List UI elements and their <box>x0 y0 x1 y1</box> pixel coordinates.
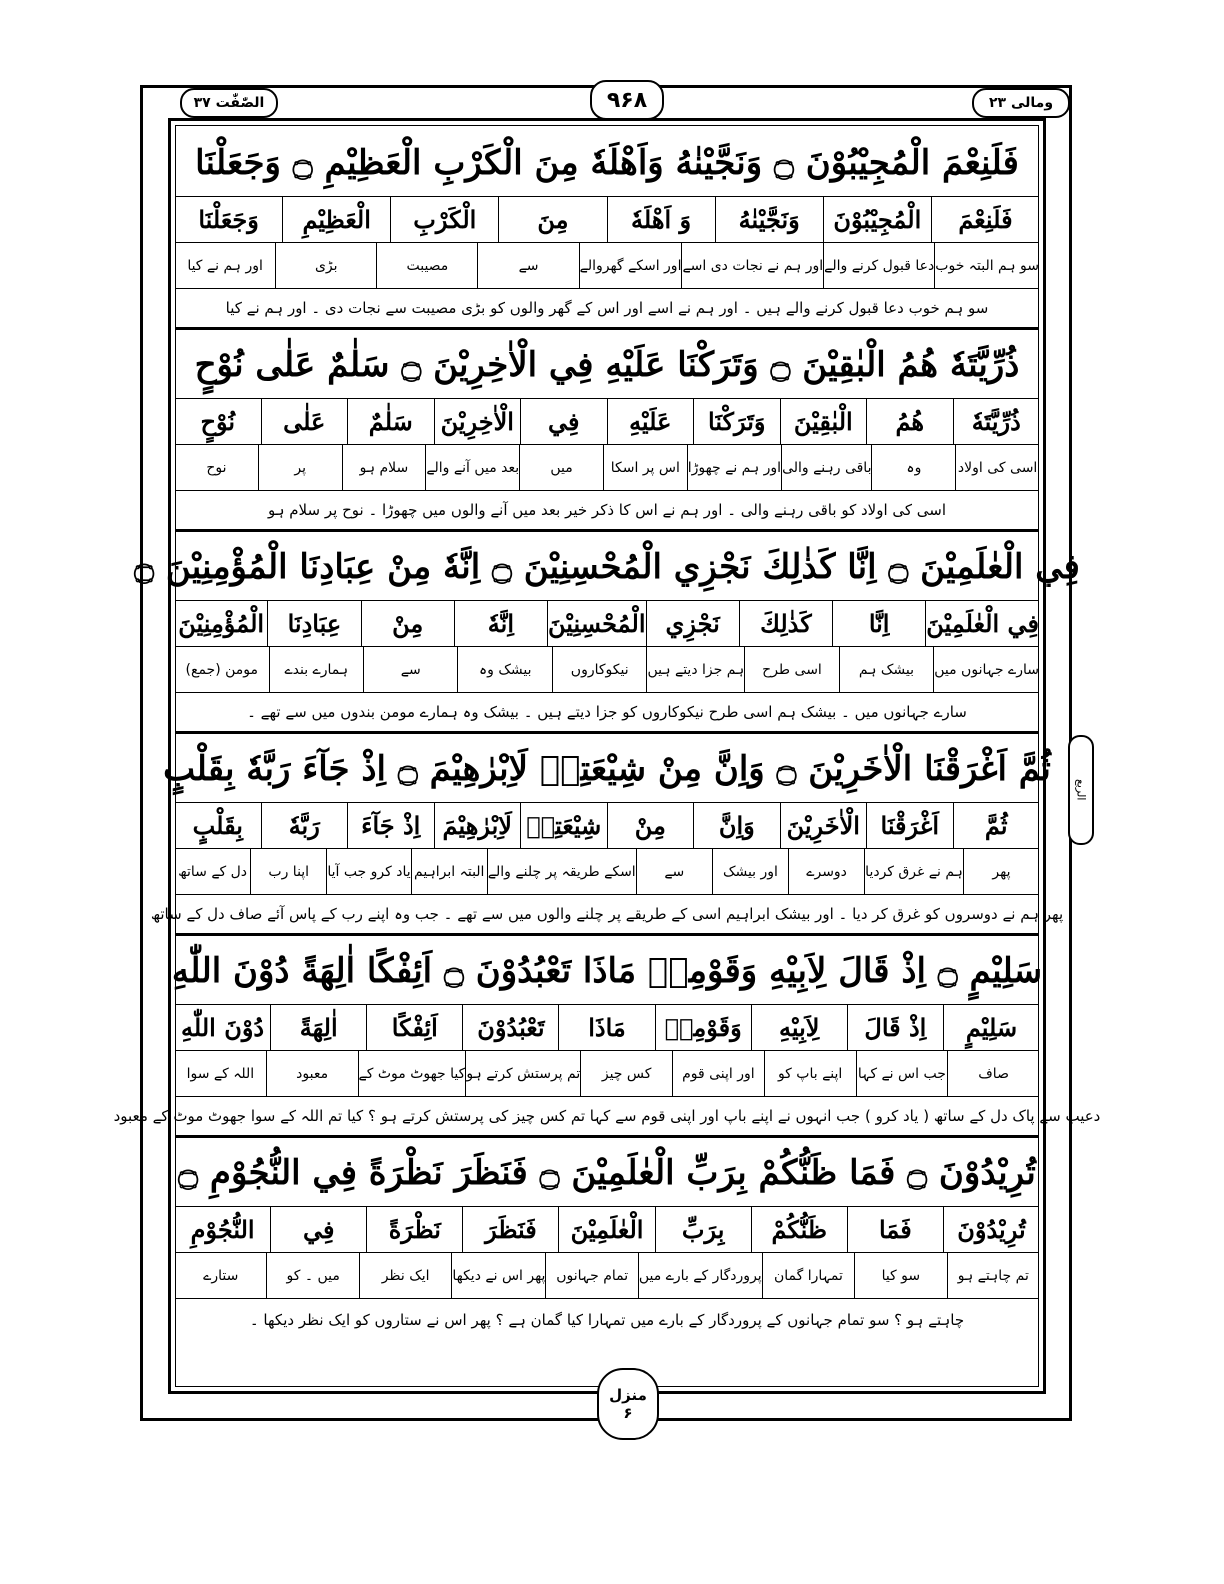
translation-line: پھر ہم نے دوسروں کو غرق کر دیا ۔ اور بیشک ابراہیم اسی کے طریقے پر چلنے والوں میں سے تھے ۔ جب وہ اپنے رب کے پاس آئے صاف دل کے ساتھ <box>175 894 1039 936</box>
verse-block <box>113 936 1101 1138</box>
meaning-cell: جب اس نے کہا <box>856 1051 948 1096</box>
meaning-cell: سارے جہانوں میں <box>933 647 1039 692</box>
word-row <box>175 1004 1039 1050</box>
meaning-cell: دوسرے <box>788 849 864 894</box>
meaning-cell: صاف <box>947 1051 1039 1096</box>
translation-line: چاہتے ہو ؟ سو تمام جہانوں کے پروردگار کے بارے میں تمہارا کیا گمان ہے ؟ پھر اس نے ستاروں کو ایک نظر دیکھا ۔ <box>175 1298 1039 1340</box>
translation-line: سو ہم خوب دعا قبول کرنے والے ہیں ۔ اور ہم نے اسے اور اس کے گھر والوں کو بڑی مصیبت سے نجات دی ۔ اور ہم نے کیا <box>175 288 1039 330</box>
word-cell: تُرِيْدُوْنَ <box>943 1207 1039 1252</box>
word-cell: وَجَعَلْنَا <box>198 205 259 234</box>
word-cell: مَاذَا <box>558 1005 654 1050</box>
word-cell: لِاَبِيْهِ <box>751 1005 847 1050</box>
word-cell: فَنَظَرَ <box>462 1207 558 1252</box>
manzil-label: منزل <box>609 1386 647 1404</box>
meaning-cell: اور اسکے گھروالے <box>579 243 682 288</box>
word-cell: مِنْ <box>361 601 454 646</box>
word-cell: رَبَّهٗ <box>261 803 348 848</box>
meaning-cell: بعد میں آنے والے <box>425 445 519 490</box>
meaning-cell: اور ہم نے کیا <box>187 257 263 274</box>
meaning-cell: اسکے طریقہ پر چلنے والے <box>487 849 636 894</box>
word-cell: فَمَا <box>847 1207 943 1252</box>
word-cell: ذُرِّيَّتَهٗ <box>953 399 1040 444</box>
para-label: ومالی ۲۳ <box>972 88 1070 118</box>
word-cell: الْكَرْبِ <box>390 197 498 242</box>
word-cell: الْعَظِيْمِ <box>282 197 390 242</box>
ayah-text: ثُمَّ اَغْرَقْنَا الْاٰخَرِيْنَ ۝ وَاِنَّ مِنْ شِيْعَتِهٖ لَاِبْرٰهِيْمَ ۝ اِذْ جَآءَ رَبَّهٗ بِقَلْبٍ <box>163 748 1051 789</box>
verse-block <box>175 330 1039 532</box>
word-cell: لَاِبْرٰهِيْمَ <box>434 803 521 848</box>
word-cell: اِذْ قَالَ <box>847 1005 943 1050</box>
meaning-cell: اور ہم نے چھوڑا <box>687 445 781 490</box>
word-cell: بِرَبِّ <box>655 1207 751 1252</box>
meaning-cell: نوح <box>206 459 227 476</box>
meaning-cell: البتہ ابراہیم <box>411 849 487 894</box>
meaning-cell: اسی کی اولاد <box>955 445 1039 490</box>
meaning-cell: معبود <box>266 1051 358 1096</box>
meaning-cell: اسی طرح <box>744 647 838 692</box>
meaning-cell: بیشک ہم <box>839 647 933 692</box>
meaning-row <box>175 242 1039 288</box>
meaning-cell: باقی رہنے والی <box>781 445 871 490</box>
meaning-cell: نیکوکاروں <box>552 647 646 692</box>
word-cell: اِذْ جَآءَ <box>347 803 434 848</box>
meaning-cell: تم چاہتے ہو <box>947 1253 1039 1298</box>
meaning-cell: میں <box>519 445 603 490</box>
meaning-cell: تم پرستش کرتے ہو <box>465 1051 580 1096</box>
surah-label: الصّٰفّٰت ۳۷ <box>180 88 278 118</box>
translation-line: اسی کی اولاد کو باقی رہنے والی ۔ اور ہم نے اس کا ذکر خیر بعد میں آنے والوں میں چھوڑا ۔ نوح پر سلام ہو <box>175 490 1039 532</box>
word-row <box>175 1206 1039 1252</box>
word-cell: اَئِفْكًا <box>366 1005 462 1050</box>
word-cell: وَنَجَّيْنٰهُ <box>715 197 823 242</box>
verse-block <box>175 128 1039 330</box>
word-cell: ثُمَّ <box>953 803 1040 848</box>
word-cell: نَجْزِي <box>646 601 739 646</box>
meaning-cell: اس پر اسکا <box>603 445 687 490</box>
word-cell: اَغْرَقْنَا <box>866 803 953 848</box>
ruku-marker: الربع <box>1068 735 1094 845</box>
meaning-cell: وہ <box>871 445 955 490</box>
word-cell: كَذٰلِكَ <box>739 601 832 646</box>
meaning-cell: ہم جزا دیتے ہیں <box>646 647 744 692</box>
meaning-cell: ستارے <box>203 1267 239 1284</box>
meaning-cell: سے <box>477 243 578 288</box>
word-cell: سَلٰمٌ <box>347 399 434 444</box>
manzil-badge <box>597 1368 659 1440</box>
ayah-text: تُرِيْدُوْنَ ۝ فَمَا ظَنُّكُمْ بِرَبِّ الْعٰلَمِيْنَ ۝ فَنَظَرَ نَظْرَةً فِي النُّجُوْمِ ۝ <box>178 1152 1036 1193</box>
verse-block <box>175 1138 1039 1340</box>
word-cell: تَعْبُدُوْنَ <box>462 1005 558 1050</box>
meaning-cell: تمام جہانوں <box>545 1253 637 1298</box>
word-cell: فِي <box>520 399 607 444</box>
word-row <box>175 600 1039 646</box>
word-cell: وَتَرَكْنَا <box>693 399 780 444</box>
word-cell: فِي <box>270 1207 366 1252</box>
meaning-cell: پر <box>258 445 342 490</box>
meaning-cell: ایک نظر <box>359 1253 451 1298</box>
meaning-cell: میں ۔ کو <box>266 1253 358 1298</box>
word-cell: هُمُ <box>866 399 953 444</box>
word-cell: عَلٰى <box>261 399 348 444</box>
translation-line: سارے جہانوں میں ۔ بیشک ہم اسی طرح نیکوکاروں کو جزا دیتے ہیں ۔ بیشک وہ ہمارے مومن بندوں میں سے تھے ۔ <box>175 692 1039 734</box>
word-cell: وَقَوْمِهٖ <box>655 1005 751 1050</box>
word-cell: اٰلِهَةً <box>270 1005 366 1050</box>
word-cell: اِنَّا <box>832 601 925 646</box>
word-cell: النُّجُوْمِ <box>190 1215 255 1244</box>
page-number: ۹۶۸ <box>590 80 664 120</box>
word-cell: الْاٰخَرِيْنَ <box>780 803 867 848</box>
meaning-cell: کیا جھوٹ موٹ کے <box>358 1051 466 1096</box>
translation-line: دعیب سے پاک دل کے ساتھ ( یاد کرو ) جب انہوں نے اپنے باپ اور اپنی قوم سے کہا تم کس چیز کی پرستش کرتے ہو ؟ کیا تم اللہ کے سوا جھوٹ موٹ کے معبود <box>175 1096 1039 1138</box>
word-cell: دُوْنَ اللّٰهِ <box>181 1013 265 1042</box>
meaning-cell: دل کے ساتھ <box>178 863 248 880</box>
ayah-text: سَلِيْمٍ ۝ اِذْ قَالَ لِاَبِيْهِ وَقَوْمِهٖ مَاذَا تَعْبُدُوْنَ ۝ اَئِفْكًا اٰلِهَةً دُوْنَ اللّٰهِ <box>171 950 1043 991</box>
meaning-cell: ہم نے غرق کردیا <box>864 849 963 894</box>
meaning-cell: سو کیا <box>854 1253 946 1298</box>
word-cell: الْمُؤْمِنِيْنَ <box>178 609 265 638</box>
ayah-text: ذُرِّيَّتَهٗ هُمُ الْبٰقِيْنَ ۝ وَتَرَكْنَا عَلَيْهِ فِي الْاٰخِرِيْنَ ۝ سَلٰمٌ عَلٰى نُوْحٍ <box>194 344 1020 385</box>
word-row <box>175 196 1039 242</box>
meaning-cell: اور ہم نے نجات دی اسے <box>681 243 823 288</box>
meaning-cell: پھر <box>963 849 1039 894</box>
word-cell: عَلَيْهِ <box>607 399 694 444</box>
word-cell: الْعٰلَمِيْنَ <box>558 1207 654 1252</box>
meaning-cell: مومن (جمع) <box>185 661 259 678</box>
word-row <box>175 398 1039 444</box>
word-cell: سَلِيْمٍ <box>943 1005 1039 1050</box>
meaning-cell: سلام ہو <box>342 445 426 490</box>
meaning-cell: بڑی <box>275 243 376 288</box>
word-row <box>175 802 1039 848</box>
verse-block <box>134 532 1080 734</box>
meaning-row <box>175 848 1039 894</box>
meaning-cell: بیشک وہ <box>457 647 551 692</box>
meaning-row <box>175 646 1039 692</box>
word-cell: نَظْرَةً <box>366 1207 462 1252</box>
word-cell: وَاِنَّ <box>693 803 780 848</box>
word-cell: فَلَنِعْمَ <box>931 197 1039 242</box>
word-cell: مِنْ <box>607 803 694 848</box>
meaning-cell: سے <box>363 647 457 692</box>
meaning-cell: تمہارا گمان <box>762 1253 854 1298</box>
meaning-cell: اللہ کے سوا <box>186 1065 255 1082</box>
meaning-row <box>175 444 1039 490</box>
word-cell: اِنَّهٗ <box>454 601 547 646</box>
word-cell: وَ اَهْلَهٗ <box>607 197 715 242</box>
word-cell: الْبٰقِيْنَ <box>780 399 867 444</box>
word-cell: فِي الْعٰلَمِيْنَ <box>925 601 1039 646</box>
word-cell: الْاٰخِرِيْنَ <box>434 399 521 444</box>
manzil-number: ۶ <box>623 1404 633 1422</box>
meaning-cell: پروردگار کے بارے میں <box>638 1253 762 1298</box>
ayah-text: فَلَنِعْمَ الْمُجِيْبُوْنَ ۝ وَنَجَّيْنٰهُ وَاَهْلَهٗ مِنَ الْكَرْبِ الْعَظِيْمِ ۝ وَجَعَلْنَا <box>195 142 1019 183</box>
word-cell: ظَنُّكُمْ <box>751 1207 847 1252</box>
meaning-cell: ہمارے بندے <box>269 647 363 692</box>
word-cell: شِيْعَتِهٖ <box>520 803 607 848</box>
meaning-cell: کس چیز <box>580 1051 672 1096</box>
ayah-text: فِي الْعٰلَمِيْنَ ۝ اِنَّا كَذٰلِكَ نَجْزِي الْمُحْسِنِيْنَ ۝ اِنَّهٗ مِنْ عِبَادِنَا الْمُؤْمِنِيْنَ ۝ <box>134 546 1080 587</box>
meaning-row <box>175 1252 1039 1298</box>
word-cell: الْمُجِيْبُوْنَ <box>823 197 931 242</box>
word-cell: الْمُحْسِنِيْنَ <box>547 601 646 646</box>
meaning-cell: یاد کرو جب آیا <box>326 849 410 894</box>
meaning-cell: سے <box>636 849 712 894</box>
meaning-cell: سو ہم البتہ خوب <box>934 243 1039 288</box>
meaning-cell: اور اپنی قوم <box>672 1051 764 1096</box>
meaning-cell: اور بیشک <box>712 849 788 894</box>
meaning-cell: اپنے باپ کو <box>764 1051 856 1096</box>
meaning-cell: دعا قبول کرنے والے <box>823 243 934 288</box>
meaning-row <box>175 1050 1039 1096</box>
word-cell: عِبَادِنَا <box>267 601 360 646</box>
meaning-cell: اپنا رب <box>250 849 326 894</box>
meaning-cell: مصیبت <box>376 243 477 288</box>
word-cell: بِقَلْبٍ <box>192 811 243 840</box>
word-cell: مِنَ <box>498 197 606 242</box>
verse-block <box>150 734 1064 936</box>
meaning-cell: پھر اس نے دیکھا <box>451 1253 545 1298</box>
word-cell: نُوْحٍ <box>200 407 236 436</box>
